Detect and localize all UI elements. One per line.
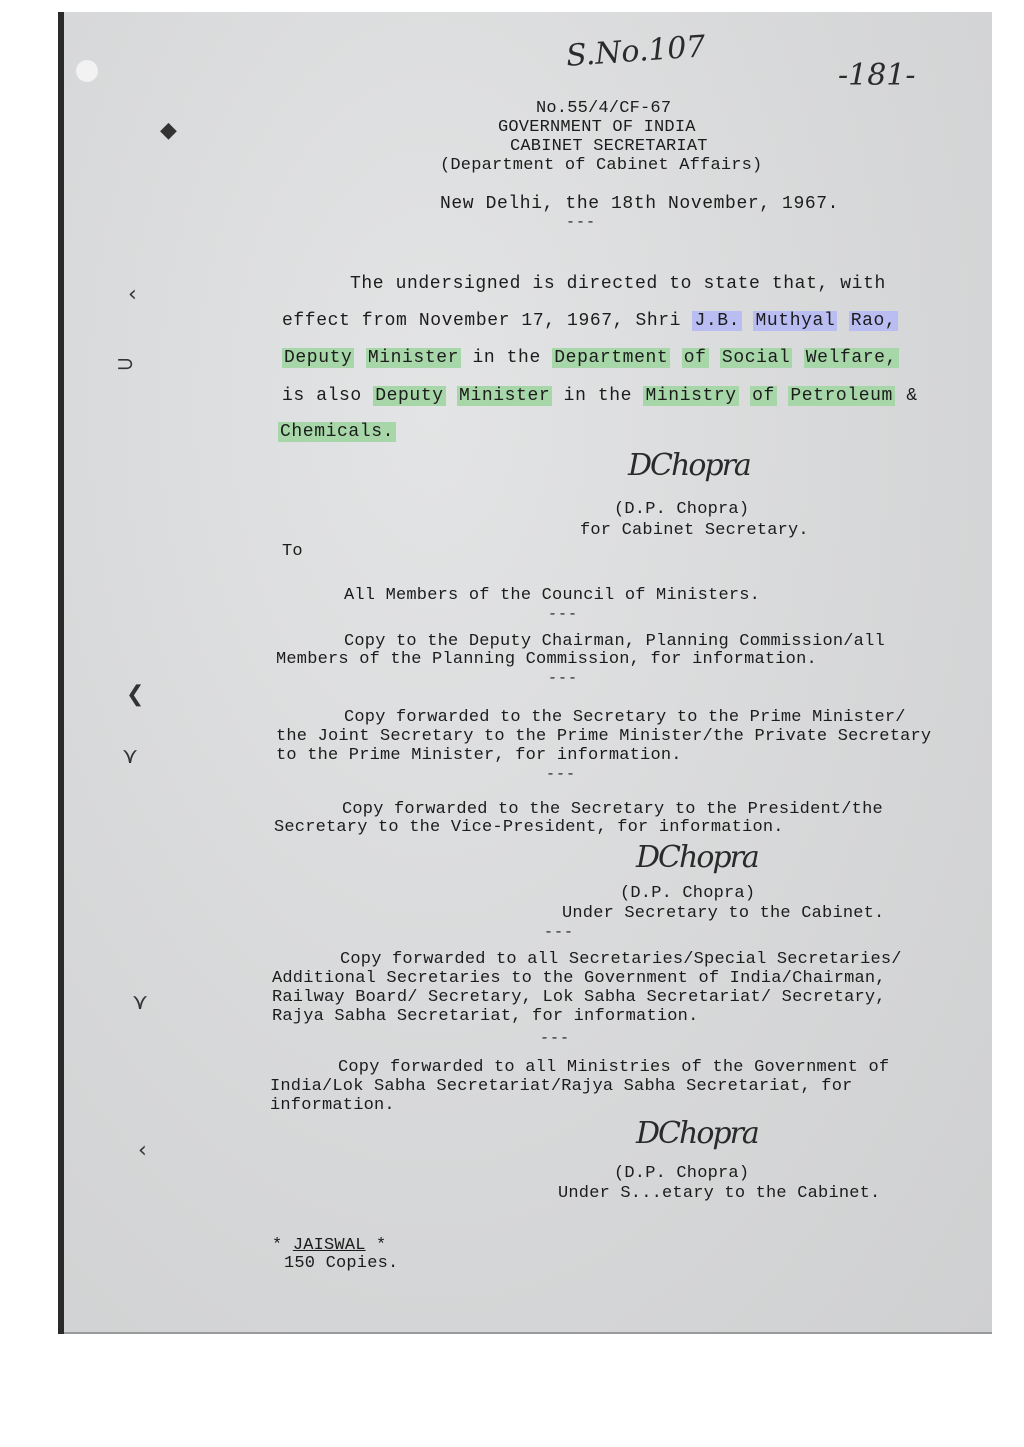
copy-3-line-1: Copy forwarded to the Secretary to the President/the [342, 800, 883, 819]
body-line-2 [282, 311, 898, 331]
file-number: No.55/4/CF-67 [536, 99, 672, 118]
serial-number-note: S.No.107 [564, 29, 707, 74]
copy-2-line-1: Copy forwarded to the Secretary to the Prime Minister/ [344, 708, 906, 727]
signatory-name: (D.P. Chopra) [614, 1164, 750, 1183]
signature-scrawl: DChopra [636, 840, 758, 875]
page-number-note: -181- [838, 58, 916, 93]
copy-1-line-2: Members of the Planning Commission, for information. [276, 650, 817, 669]
highlighted-term: Deputy [284, 348, 353, 368]
tick-mark: ⋎ [122, 744, 139, 769]
copy-5-line-1: Copy forwarded to all Ministries of the Government of [338, 1058, 890, 1077]
highlighted-term: Deputy [375, 386, 444, 406]
star-right: * [365, 1236, 387, 1255]
body-text: is also [282, 386, 374, 406]
secretariat-name: CABINET SECRETARIAT [510, 137, 708, 156]
separator: --- [546, 766, 577, 783]
copy-5-line-3: information. [270, 1096, 395, 1115]
tick-mark: ⊃ [116, 352, 135, 377]
body-line-3 [282, 348, 899, 368]
highlighted-term: Ministry [645, 386, 737, 406]
highlighted-term: Minister [367, 348, 460, 368]
body-text: in the [552, 386, 644, 406]
copy-1-line-1: Copy to the Deputy Chairman, Planning Commission/all [344, 632, 885, 651]
copies-count: 150 Copies. [284, 1254, 399, 1273]
highlighted-name: J.B. [694, 311, 741, 331]
tick-mark: ⋎ [132, 990, 149, 1015]
typist-name: JAISWAL [292, 1236, 366, 1255]
star-left: * [272, 1236, 293, 1255]
copy-4-line-1: Copy forwarded to all Secretaries/Special Secretaries/ [340, 950, 902, 969]
highlighted-term: of [752, 386, 775, 406]
signatory-title: Under Secretary to the Cabinet. [562, 904, 885, 923]
place-and-date: New Delhi, the 18th November, 1967. [440, 194, 840, 214]
punch-hole-mark [76, 60, 98, 82]
signature-scrawl: DChopra [628, 448, 750, 483]
department-name: (Department of Cabinet Affairs) [440, 156, 763, 175]
typist-mark [272, 1236, 386, 1255]
copy-2-line-2: the Joint Secretary to the Prime Minister/the Private Secretary [276, 727, 932, 746]
highlighted-term: Petroleum [790, 386, 893, 406]
copy-2-line-3: to the Prime Minister, for information. [276, 746, 682, 765]
signatory-title: for Cabinet Secretary. [580, 521, 809, 540]
copy-5-line-2: India/Lok Sabha Secretariat/Rajya Sabha Secretariat, for [270, 1077, 853, 1096]
tick-mark: ‹ [138, 1138, 147, 1163]
body-line-1: The undersigned is directed to state that, with [350, 274, 886, 294]
copy-3-line-2: Secretary to the Vice-President, for information. [274, 818, 784, 837]
tick-mark: ‹ [128, 282, 137, 307]
highlighted-term: Chemicals. [280, 422, 395, 442]
separator: --- [544, 924, 575, 941]
highlighted-name: Muthyal [755, 311, 836, 331]
body-text: in the [461, 348, 553, 368]
ink-dot-mark: ◆ [160, 118, 177, 143]
separator: --- [566, 214, 597, 231]
copy-4-line-3: Railway Board/ Secretary, Lok Sabha Secretariat/ Secretary, [272, 988, 886, 1007]
tick-mark: ❮ [126, 682, 145, 707]
highlighted-term: of [683, 348, 707, 368]
signatory-name: (D.P. Chopra) [620, 884, 756, 903]
signatory-name: (D.P. Chopra) [614, 500, 750, 519]
highlighted-term: Minister [459, 386, 551, 406]
body-line-5 [278, 422, 396, 442]
body-text: effect from November 17, 1967, Shri [282, 311, 693, 331]
highlighted-term: Social [721, 348, 791, 368]
signature-scrawl: DChopra [636, 1116, 758, 1151]
highlighted-term: Department [554, 348, 669, 368]
highlighted-name: Rao, [850, 311, 897, 331]
signatory-title: Under S...etary to the Cabinet. [558, 1184, 881, 1203]
government-name: GOVERNMENT OF INDIA [498, 118, 696, 137]
separator: --- [548, 670, 579, 687]
separator: --- [540, 1030, 571, 1047]
body-line-4 [282, 386, 918, 406]
copy-4-line-2: Additional Secretaries to the Government of India/Chairman, [272, 969, 886, 988]
body-text: & [894, 386, 918, 406]
highlighted-term: Welfare, [805, 348, 897, 368]
copy-4-line-4: Rajya Sabha Secretariat, for information. [272, 1007, 699, 1026]
to-label: To [282, 542, 303, 561]
separator: --- [548, 606, 579, 623]
addressee-members: All Members of the Council of Ministers. [344, 586, 761, 605]
